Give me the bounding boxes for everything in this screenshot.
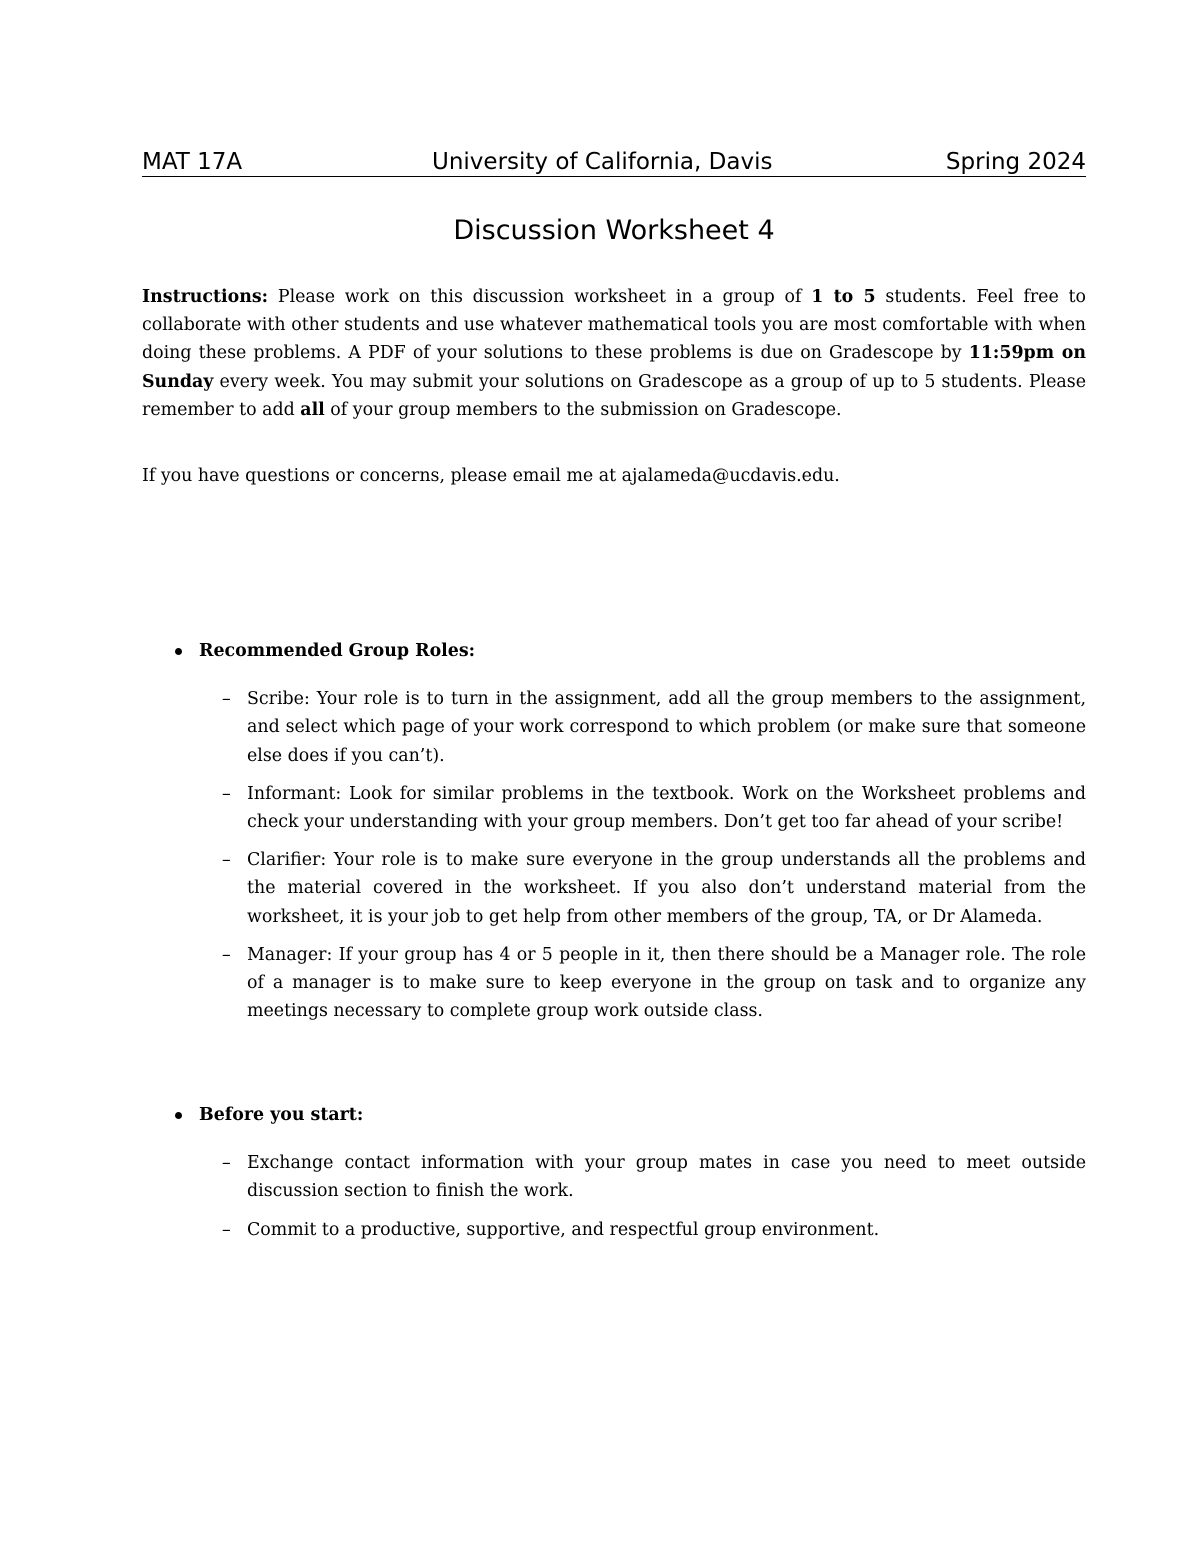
before-you-start-heading-row (142, 1101, 1086, 1129)
before-you-start-heading: Before you start: (199, 1105, 364, 1125)
role-text: Manager: If your group has 4 or 5 people in it, then there should be a Manager role. The role of a manager is to make sure to keep everyone in the group on task and to organize any meetings necessary to complete group work outside class. (247, 944, 1086, 1022)
role-clarifier (142, 846, 1086, 931)
group-roles-heading: Recommended Group Roles: (199, 641, 476, 661)
page-title: Discussion Worksheet 4 (453, 215, 775, 246)
role-text: Informant: Look for similar problems in the textbook. Work on the Worksheet problems and check your understanding with your group members. Don’t get too far ahead of your scribe! (247, 783, 1086, 833)
all-emphasis: all (300, 399, 325, 420)
dash-icon: – (222, 944, 231, 965)
group-roles-list (142, 685, 1086, 1025)
before-item-exchange-contact (142, 1149, 1086, 1205)
bullet-dot-icon (175, 1112, 182, 1119)
instructions-text-2: students. Feel free to collaborate with other students and use whatever mathematical tools you are most comfortable with when doing these problems. A PDF of your solutions to these problems is due on Gradescope by (142, 287, 1086, 364)
role-text: Clarifier: Your role is to make sure everyone in the group understands all the problems and the material covered in the worksheet. If you also don’t understand material from the worksheet, it is your job to get help from other members of the group, TA, or Dr Alameda. (247, 850, 1086, 927)
before-item-text: Commit to a productive, supportive, and respectful group environment. (247, 1219, 880, 1240)
group-size-range: 1 to 5 (811, 287, 876, 307)
dash-icon: – (222, 1219, 231, 1240)
group-roles-item (142, 637, 1086, 1025)
page-header (142, 148, 1086, 177)
before-you-start-list (142, 1149, 1086, 1244)
dash-icon: – (222, 1153, 231, 1174)
instructions-text-3: every week. You may submit your solutions on Gradescope as a group of up to 5 students. Please remember to add (142, 371, 1086, 420)
contact-paragraph: If you have questions or concerns, please email me at ajalameda@ucdavis.edu. (142, 466, 840, 486)
due-time: 11:59pm on Sunday (142, 343, 1086, 392)
role-manager (142, 941, 1086, 1026)
bullet-dot-icon (175, 648, 182, 655)
role-informant (142, 780, 1086, 836)
instructions-paragraph (142, 283, 1086, 424)
before-item-text: Exchange contact information with your group mates in case you need to meet outside discussion section to finish the work. (247, 1153, 1086, 1202)
instructions-text-1: Please work on this discussion worksheet in a group of (268, 287, 812, 307)
term: Spring 2024 (945, 149, 1086, 175)
dash-icon: – (222, 689, 231, 710)
role-scribe (142, 685, 1086, 770)
dash-icon: – (222, 850, 231, 871)
before-you-start-section (142, 1101, 1086, 1244)
instructions-label: Instructions: (142, 287, 269, 307)
before-item-commit (142, 1216, 1086, 1244)
group-roles-heading-row (142, 637, 1086, 665)
course-code: MAT 17A (142, 149, 243, 175)
instructions-text-4: of your group members to the submission on Gradescope. (324, 399, 842, 420)
before-you-start-item (142, 1101, 1086, 1244)
university-name: University of California, Davis (432, 149, 773, 175)
role-text: Scribe: Your role is to turn in the assignment, add all the group members to the assignment, and select which page of your work correspond to which problem (or make sure that someone else does if you can’t). (247, 689, 1086, 766)
dash-icon: – (222, 783, 231, 804)
group-roles-section (142, 637, 1086, 1025)
